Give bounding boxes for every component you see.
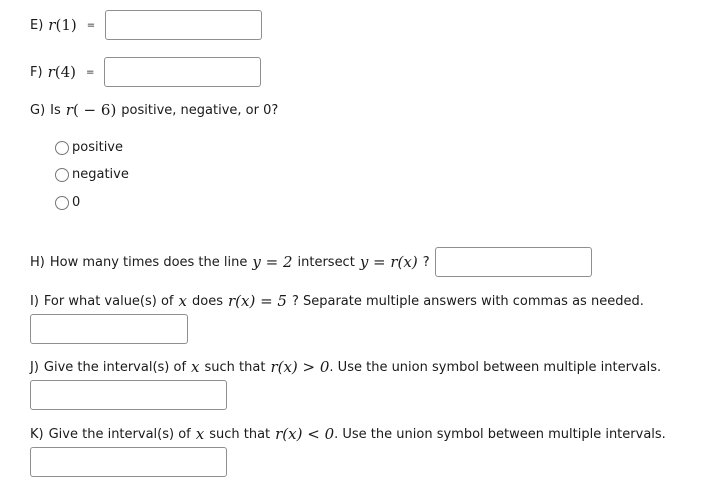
question-g-text-after: positive, negative, or 0? [121,102,279,118]
question-h [30,247,592,277]
question-h-text-after: ? [422,254,430,270]
question-i-answer-input[interactable] [30,314,188,344]
question-j-text-before: Give the interval(s) of [43,359,187,375]
question-i [30,292,644,310]
radio-option-negative[interactable] [55,167,129,182]
question-h-math-line: y = 2 [252,253,293,271]
question-g-label: G) [30,102,46,118]
question-k-label: K) [30,426,44,442]
question-f-label: F) [30,64,43,80]
question-j-math-ineq: r(x) > 0 [270,358,330,376]
question-e-label: E) [30,17,44,33]
radio-label: 0 [72,195,81,210]
question-e [30,10,262,40]
question-i-text-after: ? Separate multiple answers with commas as needed. [291,293,644,309]
question-h-text-mid: intersect [297,254,355,270]
question-k-math-var: x [195,425,205,443]
radio-label: positive [72,140,123,155]
question-k-text-mid: such that [209,426,271,442]
question-e-expression: r(1) [48,16,77,34]
question-i-label: I) [30,293,39,309]
question-k-answer-input[interactable] [30,447,227,477]
radio-button[interactable] [55,196,69,210]
question-k-text-before: Give the interval(s) of [48,426,191,442]
question-i-math-var: x [178,292,187,310]
question-k-text-after: . Use the union symbol between multiple intervals. [334,426,666,442]
question-i-math-eq: r(x) = 5 [227,292,287,310]
question-g [30,101,278,119]
question-j-text-mid: such that [204,359,266,375]
question-h-answer-input[interactable] [435,247,592,277]
radio-label: negative [72,167,129,182]
question-i-text-before: For what value(s) of [43,293,174,309]
question-h-text-before: How many times does the line [49,254,248,270]
question-j-math-var: x [191,358,200,376]
radio-button[interactable] [55,141,69,155]
radio-button[interactable] [55,168,69,182]
question-j-answer-input[interactable] [30,380,227,410]
question-h-label: H) [30,254,45,270]
radio-option-positive[interactable] [55,140,123,155]
question-e-answer-input[interactable] [105,10,262,40]
question-k [30,425,666,443]
question-f [30,57,261,87]
question-f-equals: = [85,66,95,78]
question-g-expression: r( − 6) [65,101,117,119]
question-k-math-ineq: r(x) < 0 [275,425,335,443]
question-f-expression: r(4) [47,63,76,81]
question-j-text-after: . Use the union symbol between multiple intervals. [329,359,662,375]
radio-option-zero[interactable] [55,195,80,210]
question-f-answer-input[interactable] [104,57,261,87]
question-g-text-before: Is [50,102,61,118]
question-e-equals: = [86,19,96,31]
question-j [30,358,661,376]
question-i-text-mid: does [191,293,223,309]
question-j-label: J) [30,359,39,375]
question-h-math-function: y = r(x) [359,253,418,271]
